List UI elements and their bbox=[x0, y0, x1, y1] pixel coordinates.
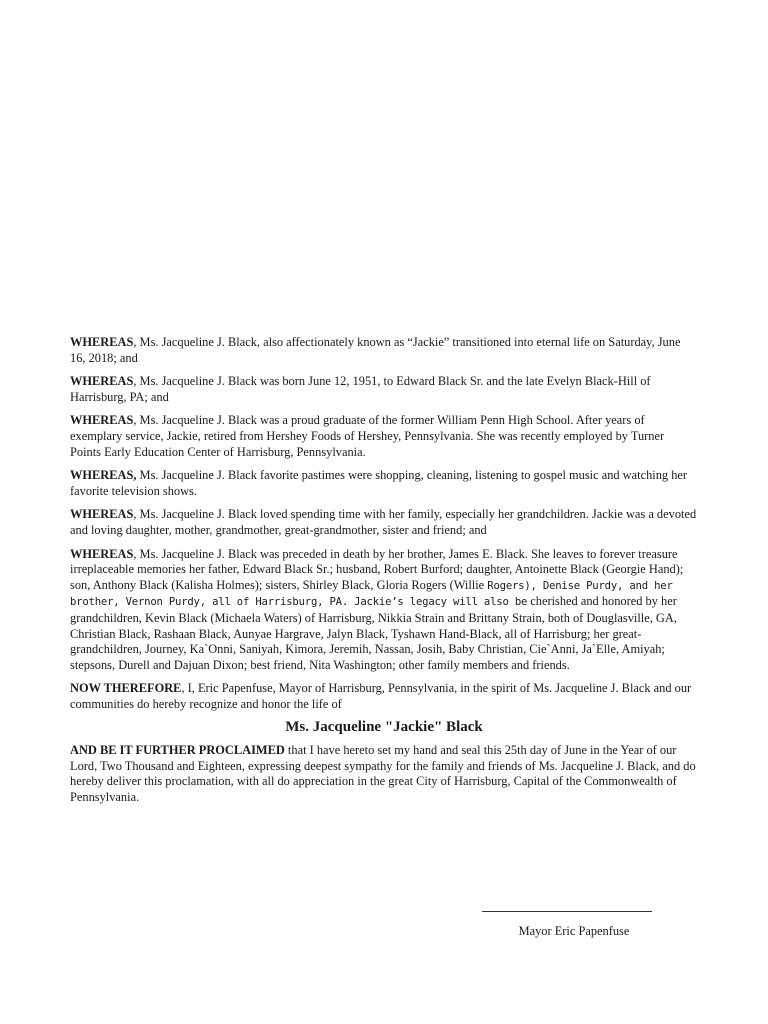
proclamation-body bbox=[70, 335, 698, 813]
now-therefore-keyword: NOW THEREFORE bbox=[70, 681, 182, 696]
paragraph-text: , Ms. Jacqueline J. Black was a proud graduate of the former William Penn High School. After years of exemplary service, Jackie, retired from Hershey Foods of Hershey, Pennsylvania. She was recently employed by Turner Points Early Education Center of Harrisburg, Pennsylvania. bbox=[70, 413, 665, 459]
paragraph-text-alt-font: Rogers), Denise Purdy, and her brother, Vernon Purdy, all of Harrisburg, PA. Jackie’s legacy will also be bbox=[70, 579, 673, 609]
signature-line bbox=[482, 911, 652, 912]
now-therefore-paragraph bbox=[70, 681, 698, 712]
paragraph-text: , I, Eric Papenfuse, Mayor of Harrisburg, Pennsylvania, in the spirit of Ms. Jacqueline J. Black and our communities do hereby recognize and honor the life of bbox=[70, 681, 692, 711]
paragraph-text: , Ms. Jacqueline J. Black was born June 12, 1951, to Edward Black Sr. and the late Evelyn Black-Hill of Harrisburg, PA; and bbox=[70, 374, 651, 404]
whereas-keyword: WHEREAS bbox=[70, 374, 134, 389]
whereas-keyword: WHEREAS, bbox=[70, 468, 137, 483]
whereas-paragraph-transition bbox=[70, 335, 698, 366]
signature-name: Mayor Eric Papenfuse bbox=[518, 924, 630, 938]
whereas-paragraph-pastimes bbox=[70, 468, 698, 499]
paragraph-text: , Ms. Jacqueline J. Black was preceded in death by her brother, James E. Black. She leaves to forever treasure irreplaceable memories her father, Edward Black Sr.; husband, Robert Burford; daughter, Antoinette Black (Georgie Hand); son, Anthony Black (Kalisha Holmes); sisters, Shirley Black, Gloria Rogers (Willie bbox=[70, 546, 684, 592]
whereas-paragraph-family bbox=[70, 507, 698, 538]
whereas-keyword: WHEREAS bbox=[70, 546, 134, 561]
paragraph-text: , Ms. Jacqueline J. Black, also affectionately known as “Jackie” transitioned into eternal life on Saturday, June 16, 2018; and bbox=[70, 335, 681, 365]
paragraph-text: that I have hereto set my hand and seal this 25th day of June in the Year of our Lord, Two Thousand and Eighteen, expressing deepest sympathy for the family and friends of Ms. Jacqueline J. Black, and do hereby deliver this proclamation, with all do appreciation in the great City of Harrisburg, Capital of the Commonwealth of Pennsylvania. bbox=[70, 743, 696, 804]
whereas-keyword: WHEREAS bbox=[70, 413, 134, 428]
honoree-name: Ms. Jacqueline "Jackie" Black bbox=[285, 719, 483, 736]
whereas-paragraph-birth bbox=[70, 374, 698, 405]
proclaimed-paragraph bbox=[70, 743, 698, 805]
whereas-keyword: WHEREAS bbox=[70, 507, 134, 522]
proclaimed-keyword: AND BE IT FURTHER PROCLAIMED bbox=[70, 743, 285, 758]
whereas-paragraph-survivors bbox=[70, 547, 698, 674]
paragraph-text: Ms. Jacqueline J. Black favorite pastimes were shopping, cleaning, listening to gospel music and watching her favorite television shows. bbox=[70, 468, 688, 498]
whereas-keyword: WHEREAS bbox=[70, 335, 134, 349]
whereas-paragraph-career bbox=[70, 413, 698, 460]
paragraph-text: , Ms. Jacqueline J. Black loved spending time with her family, especially her grandchildren. Jackie was a devoted and loving daughter, mother, grandmother, great-grandmother, sister and friend; and bbox=[70, 507, 697, 537]
paragraph-text-end: cherished and honored by her grandchildren, Kevin Black (Michaela Waters) of Harrisburg, Nikkia Strain and Brittany Strain, both of Douglasville, GA, Christian Black, Rashaan Black, Aunyae Hargrave, Jalyn Black, Tyshawn Hand-Black, all of Harrisburg; her great-grandchildren, Journey, Ka`Onni, Saniyah, Kimora, Jeremih, Nassan, Josih, Baby Christian, Cie`Anni, Ja`Elle, Amiyah; stepsons, Durell and Dajuan Dixon; best friend, Nita Washington; other family members and friends. bbox=[70, 594, 677, 672]
